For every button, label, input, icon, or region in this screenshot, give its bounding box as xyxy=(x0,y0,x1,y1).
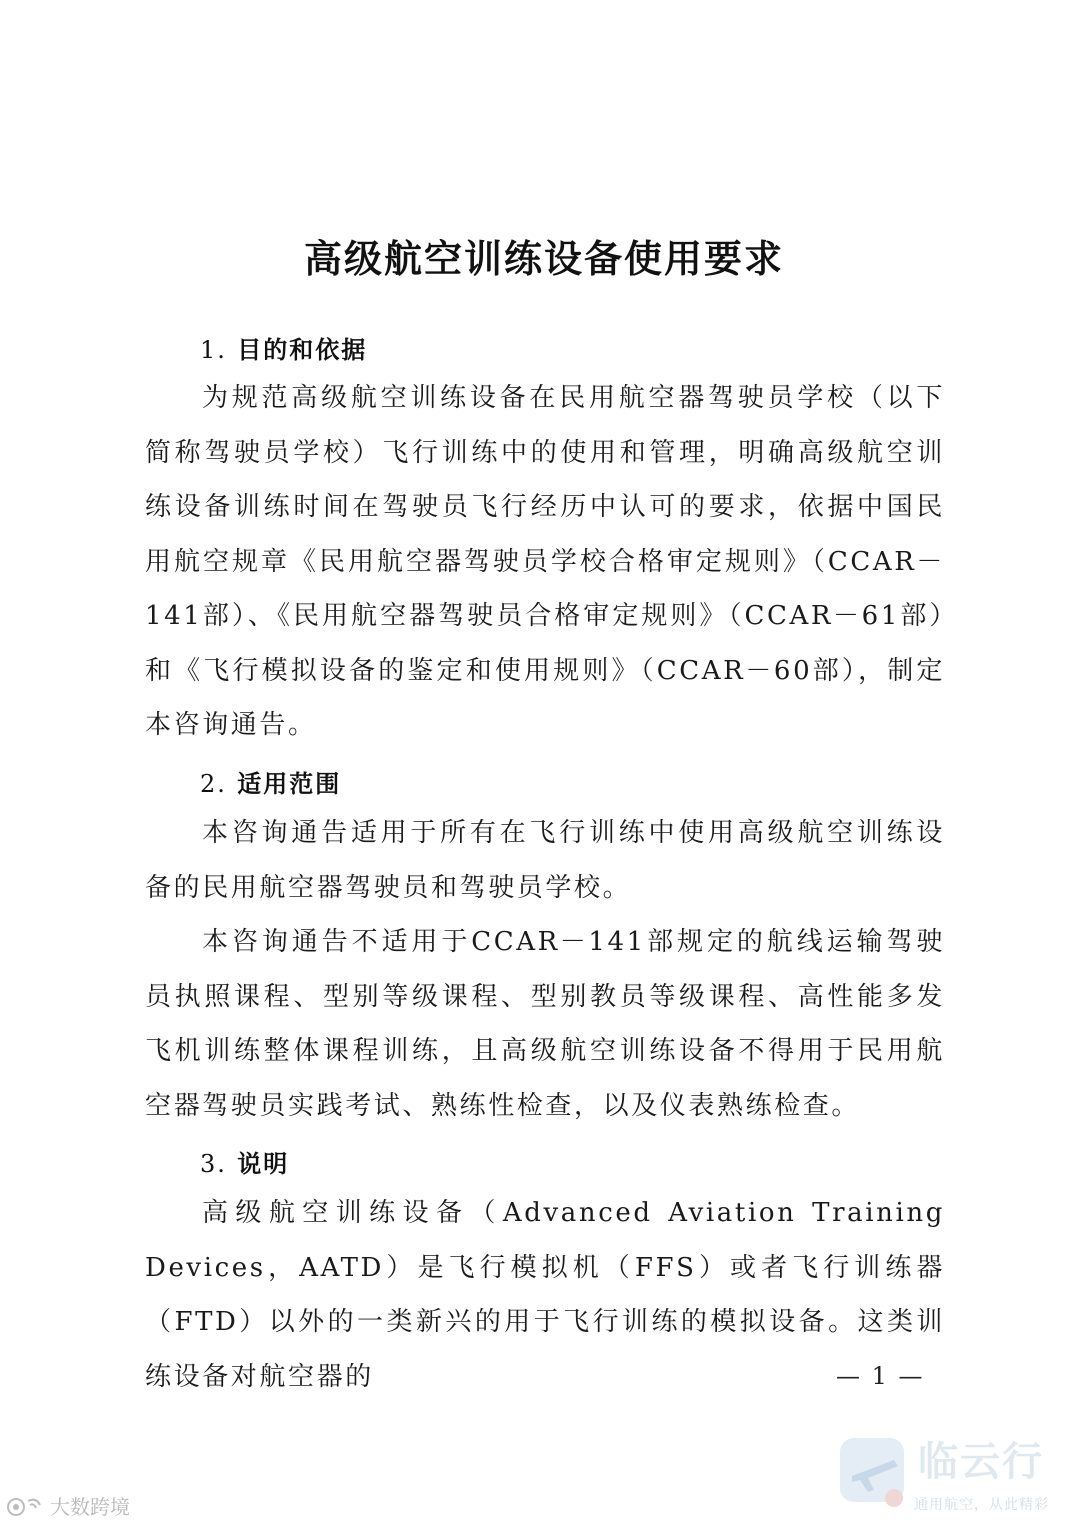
watermark-right xyxy=(838,1428,1058,1524)
airplane-logo-icon xyxy=(838,1436,912,1510)
paragraph: 为规范高级航空训练设备在民用航空器驾驶员学校（以下简称驾驶员学校）飞行训练中的使用和管理，明确高级航空训练设备训练时间在驾驶员飞行经历中认可的要求，依据中国民用航空规章《民用航空器驾驶员学校合格审定规则》（CCAR－141部）、《民用航空器驾驶员合格审定规则》（CCAR－61部）和《飞行模拟设备的鉴定和使用规则》（CCAR－60部），制定本咨询通告。 xyxy=(145,383,945,740)
watermark-brand: 临云行 xyxy=(918,1439,1044,1485)
page-number: — 1 — xyxy=(836,1362,925,1390)
section-number: 2. xyxy=(200,770,227,798)
paragraph: 本咨询通告适用于所有在飞行训练中使用高级航空训练设备的民用航空器驾驶员和驾驶员学校。 xyxy=(145,818,945,903)
section-number: 1. xyxy=(200,336,227,364)
weibo-icon xyxy=(6,1495,46,1517)
watermark-slogan: 通用航空，从此精彩 xyxy=(914,1497,1049,1513)
section-number: 3. xyxy=(200,1150,227,1178)
section-title: 适用范围 xyxy=(237,770,342,798)
section-heading-3 xyxy=(200,1144,289,1179)
document-title: 高级航空训练设备使用要求 xyxy=(303,237,784,281)
section-heading-1 xyxy=(200,330,367,365)
section-title: 目的和依据 xyxy=(237,336,368,364)
paragraph: 本咨询通告不适用于CCAR－141部规定的航线运输驾驶员执照课程、型别等级课程、型别教员等级课程、高性能多发飞机训练整体课程训练，且高级航空训练设备不得用于民用航空器驾驶员实践考试、熟练性检查，以及仪表熟练检查。 xyxy=(145,927,945,1121)
section-title: 说明 xyxy=(237,1150,290,1178)
watermark-left xyxy=(6,1491,130,1520)
paragraph: 高级航空训练设备（Advanced Aviation Training Devices，AATD）是飞行模拟机（FFS）或者飞行训练器（FTD）以外的一类新兴的用于飞行训练的模拟设备。这类训练设备对航空器的 xyxy=(145,1198,945,1392)
section-heading-2 xyxy=(200,764,341,799)
watermark-left-text: 大数跨境 xyxy=(50,1495,130,1519)
